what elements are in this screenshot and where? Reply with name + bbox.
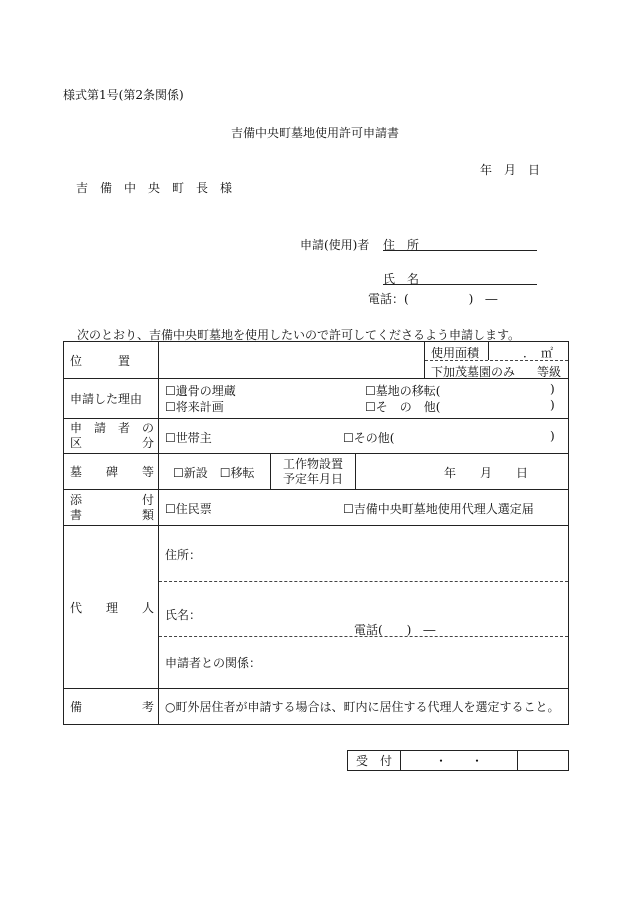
applicant-address-field[interactable]	[383, 236, 537, 251]
applicant-name-field[interactable]	[383, 270, 537, 285]
agent-name-label: 氏名：	[165, 608, 202, 622]
attachments-label	[64, 490, 159, 526]
monument-cell	[159, 454, 569, 490]
intro-text: 次のとおり、吉備中央町墓地を使用したいので許可してくださるよう申請します。	[77, 328, 521, 342]
agent-cell	[159, 526, 569, 689]
agent-phone-label: 電話( ) ―	[354, 623, 436, 637]
application-table	[63, 341, 569, 725]
attachments-label-2: 書 類	[70, 507, 155, 522]
remarks-label: 備 考	[64, 689, 159, 725]
reason-relocation-close: )	[550, 382, 555, 396]
location-cell[interactable]	[159, 342, 569, 379]
reason-other-close: )	[550, 398, 555, 412]
cemetery-name: 下加茂墓園のみ	[431, 365, 516, 379]
row-agent	[64, 526, 569, 689]
grade-label: 等級	[537, 365, 562, 379]
document-title: 吉備中央町墓地使用許可申請書	[230, 126, 399, 140]
row-reason	[64, 379, 569, 419]
monument-label: 墓 碑 等	[64, 454, 159, 490]
reason-relocation-checkbox[interactable]: ☐墓地の移転(	[365, 384, 441, 398]
agent-label: 代 理 人	[64, 526, 159, 689]
applicant-phone: 電話：( ) ―	[368, 292, 498, 306]
monument-options[interactable]: ☐新設 ☐移転	[173, 466, 255, 480]
row-applicant-type	[64, 419, 569, 454]
reason-label: 申請した理由	[64, 379, 159, 419]
reason-burial-checkbox[interactable]: ☐遺骨の埋蔵	[165, 384, 236, 398]
date-line: 年 月 日	[480, 163, 541, 177]
reception-label: 受 付	[348, 751, 401, 771]
address-label: 住 所	[383, 238, 420, 252]
form-number: 様式第1号(第2条関係)	[63, 88, 184, 102]
reception-stamp[interactable]	[518, 751, 569, 771]
remarks-text: ○町外居住者が申請する場合は、町内に居住する代理人を選定すること。	[159, 689, 569, 725]
applicant-label: 申請(使用)者	[300, 238, 370, 252]
name-label: 氏 名	[383, 272, 420, 286]
other-type-checkbox[interactable]: ☐その他(	[343, 431, 395, 445]
row-monument	[64, 454, 569, 490]
household-head-checkbox[interactable]: ☐世帯主	[165, 431, 212, 445]
reception-table	[347, 750, 569, 771]
applicant-type-label-2: 区 分	[70, 436, 155, 450]
other-type-close: )	[550, 429, 555, 443]
agent-address-field[interactable]	[159, 526, 568, 581]
install-date-label-2: 予定年月日	[282, 472, 343, 486]
attachments-label-1: 添 付	[70, 492, 155, 507]
agent-relation-label: 申請者との関係：	[165, 656, 262, 670]
agent-name-field[interactable]	[159, 581, 568, 637]
row-remarks	[64, 689, 569, 725]
row-location	[64, 342, 569, 379]
row-attachments	[64, 490, 569, 526]
applicant-type-label-1: 申 請 者 の	[70, 421, 155, 435]
reason-cell	[159, 379, 569, 419]
location-label: 位 置	[64, 342, 159, 379]
resident-card-checkbox[interactable]: ☐住民票	[165, 502, 212, 516]
agent-address-label: 住所：	[165, 548, 202, 562]
applicant-type-cell	[159, 419, 569, 454]
attachments-cell	[159, 490, 569, 526]
agent-relation-field[interactable]	[159, 636, 568, 690]
area-label: 使用面積	[431, 346, 480, 360]
install-date-value[interactable]: 年 月 日	[444, 466, 529, 480]
area-value[interactable]: ． ㎡	[523, 346, 554, 360]
reason-future-checkbox[interactable]: ☐将来計画	[165, 400, 224, 414]
install-date-label-1: 工作物設置	[282, 457, 343, 471]
reason-other-checkbox[interactable]: ☐そ の 他(	[365, 400, 441, 414]
applicant-type-label	[64, 419, 159, 454]
addressee: 吉 備 中 央 町 長 様	[76, 181, 233, 195]
reception-date[interactable]: ・ ・	[401, 751, 518, 771]
agent-selection-checkbox[interactable]: ☐吉備中央町墓地使用代理人選定届	[343, 502, 534, 516]
